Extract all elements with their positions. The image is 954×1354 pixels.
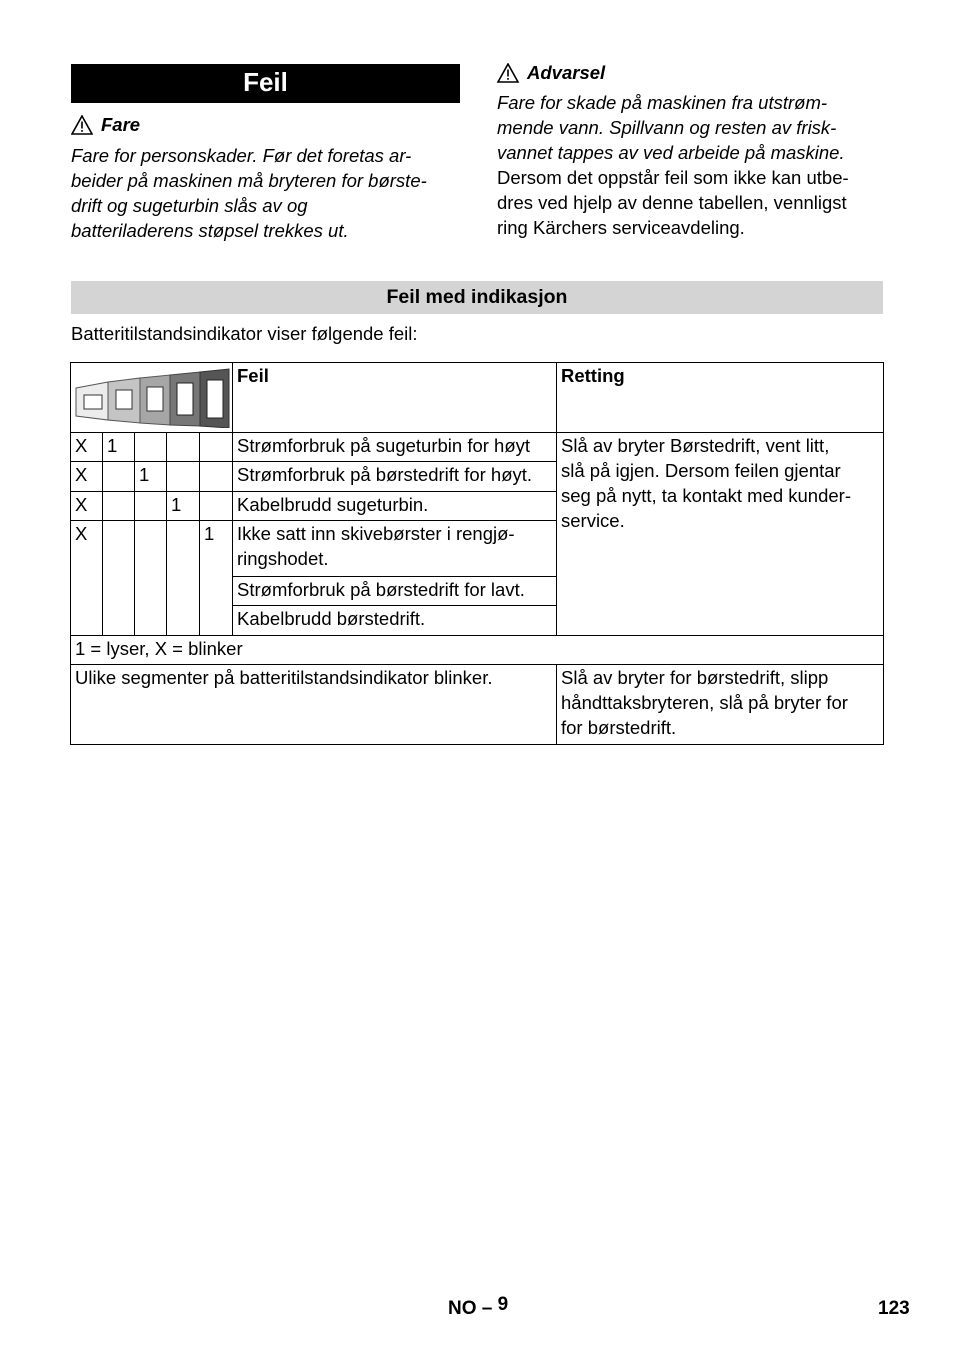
advarsel-line: Fare for skade på maskinen fra utstrøm-: [497, 92, 828, 113]
indicator-cell: [102, 461, 135, 492]
footer-section-label: [448, 1294, 509, 1320]
indicator-image-cell: [70, 362, 233, 433]
advarsel-text: [497, 90, 917, 240]
feil-line: Ikke satt inn skivebørster i rengjø-: [237, 523, 515, 544]
footer-local-page: 9: [497, 1294, 509, 1315]
feil-cell: Strømforbruk på børstedrift for lavt.: [232, 576, 557, 606]
advarsel-heading: [497, 62, 605, 84]
section-heading-feil-med-indikasjon: Feil med indikasjon: [71, 281, 883, 314]
feil-cell: Strømforbruk på sugeturbin for høyt: [232, 432, 557, 462]
last-row-retting: [556, 664, 884, 745]
indicator-cell: X: [70, 432, 103, 462]
indicator-cell: 1: [102, 432, 135, 462]
section-title-feil: Feil: [71, 64, 460, 103]
indicator-cell: [102, 491, 135, 521]
footer-lang: NO: [448, 1298, 477, 1319]
indicator-cell: [199, 432, 233, 462]
fare-heading: [71, 114, 140, 136]
warning-triangle-icon: [497, 63, 519, 83]
retting-line: service.: [561, 510, 625, 531]
fare-line: beider på maskinen må bryteren for børste-: [71, 170, 427, 191]
retting-line: slå på igjen. Dersom feilen gjentar: [561, 460, 841, 481]
advarsel-line: vannet tappes av ved arbeide på maskine.: [497, 142, 845, 163]
info-line: ring Kärchers serviceavdeling.: [497, 217, 745, 238]
section-intro: Batteritilstandsindikator viser følgende feil:: [71, 323, 418, 344]
indicator-cell: [134, 520, 167, 636]
indicator-cell: 1: [134, 461, 167, 492]
indicator-cell: [102, 520, 135, 636]
retting-line: håndttaksbryteren, slå på bryter for: [561, 692, 848, 713]
retting-line: Slå av bryter for børstedrift, slipp: [561, 667, 829, 688]
footer-dash: –: [481, 1298, 493, 1319]
indicator-cell: [134, 432, 167, 462]
retting-line: seg på nytt, ta kontakt med kunder-: [561, 485, 851, 506]
last-row-feil: Ulike segmenter på batteritilstandsindikator blinker.: [70, 664, 557, 745]
indicator-cell: [199, 491, 233, 521]
fare-line: batteriladerens støpsel trekkes ut.: [71, 220, 349, 241]
indicator-cell: 1: [166, 491, 200, 521]
indicator-cell: X: [70, 491, 103, 521]
indicator-cell: X: [70, 520, 103, 636]
battery-indicator-icon: [74, 368, 230, 428]
fare-line: drift og sugeturbin slås av og: [71, 195, 308, 216]
info-line: Dersom det oppstår feil som ikke kan utbe-: [497, 167, 849, 188]
indicator-cell: X: [70, 461, 103, 492]
retting-line: for børstedrift.: [561, 717, 677, 738]
advarsel-heading-label: Advarsel: [527, 62, 606, 83]
legend-row: 1 = lyser, X = blinker: [70, 635, 884, 665]
indicator-cell: [166, 520, 200, 636]
warning-triangle-icon: [71, 115, 93, 135]
indicator-cell: [166, 461, 200, 492]
feil-cell: Strømforbruk på børstedrift for høyt.: [232, 461, 557, 492]
info-line: dres ved hjelp av denne tabellen, vennligst: [497, 192, 847, 213]
header-feil: Feil: [232, 362, 557, 433]
retting-line: Slå av bryter Børstedrift, vent litt,: [561, 435, 830, 456]
indicator-cell: [199, 461, 233, 492]
fare-line: Fare for personskader. Før det foretas ar-: [71, 145, 412, 166]
page-number: 123: [878, 1298, 910, 1319]
retting-cell: [556, 432, 884, 636]
indicator-cell: [166, 432, 200, 462]
feil-cell: Kabelbrudd børstedrift.: [232, 605, 557, 636]
feil-cell: Kabelbrudd sugeturbin.: [232, 491, 557, 521]
indicator-cell: 1: [199, 520, 233, 636]
fare-text: [71, 143, 471, 243]
feil-line: ringshodet.: [237, 548, 329, 569]
indicator-cell: [134, 491, 167, 521]
advarsel-line: mende vann. Spillvann og resten av frisk-: [497, 117, 837, 138]
header-retting: Retting: [556, 362, 884, 433]
feil-cell: [232, 520, 557, 577]
fare-heading-label: Fare: [101, 114, 141, 135]
